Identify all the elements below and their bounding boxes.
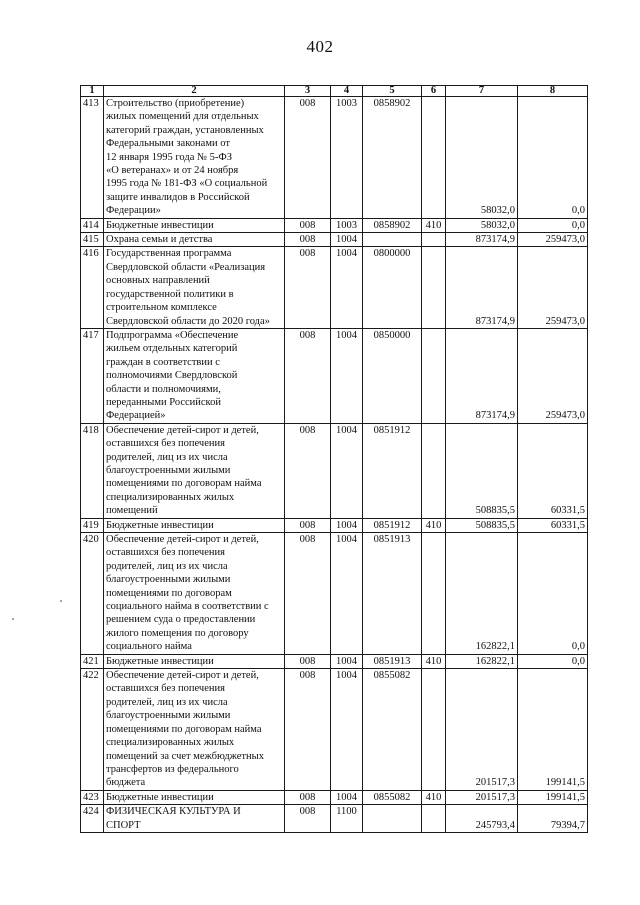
expense-type-cell xyxy=(422,669,446,791)
ministry-code-cell: 008 xyxy=(285,654,331,668)
section-code-cell: 1100 xyxy=(331,805,363,833)
header-cell-5: 5 xyxy=(363,86,422,97)
ministry-code-cell: 008 xyxy=(285,533,331,655)
target-article-cell: 0855082 xyxy=(363,669,422,791)
amount-col8-cell: 259473,0 xyxy=(518,328,588,423)
amount-col7-cell: 58032,0 xyxy=(446,218,518,232)
target-article-cell: 0858902 xyxy=(363,97,422,219)
amount-col7-cell: 873174,9 xyxy=(446,233,518,247)
ministry-code-cell: 008 xyxy=(285,423,331,518)
amount-col8-cell: 0,0 xyxy=(518,97,588,219)
target-article-cell xyxy=(363,805,422,833)
ministry-code-cell: 008 xyxy=(285,669,331,791)
row-number-cell: 416 xyxy=(81,247,104,328)
item-name-cell xyxy=(104,533,285,655)
expense-type-cell xyxy=(422,328,446,423)
item-name-cell xyxy=(104,669,285,791)
item-name-text: Бюджетные инвестиции xyxy=(106,655,214,667)
budget-table xyxy=(80,85,588,833)
ministry-code-cell: 008 xyxy=(285,233,331,247)
row-number-cell: 422 xyxy=(81,669,104,791)
item-name-text: Государственная программа Свердловской области «Реализация основных направлений государственной политики в строительном комплексе Свердловской области до 2020 года» xyxy=(106,248,270,327)
amount-col7-cell: 508835,5 xyxy=(446,518,518,532)
header-cell-7: 7 xyxy=(446,86,518,97)
header-cell-2: 2 xyxy=(104,86,285,97)
table-row xyxy=(81,247,588,328)
target-article-cell: 0851912 xyxy=(363,423,422,518)
row-number-cell: 414 xyxy=(81,218,104,232)
table-row xyxy=(81,518,588,532)
expense-type-cell xyxy=(422,805,446,833)
table-body xyxy=(81,86,588,833)
page-number: 402 xyxy=(306,37,334,56)
row-number-cell: 413 xyxy=(81,97,104,219)
item-name-text: Бюджетные инвестиции xyxy=(106,519,214,531)
scan-speck xyxy=(60,600,62,602)
item-name-text: Охрана семьи и детства xyxy=(106,234,213,246)
header-cell-3: 3 xyxy=(285,86,331,97)
section-code-cell: 1003 xyxy=(331,218,363,232)
item-name-text: Обеспечение детей-сирот и детей, оставшихся без попечения родителей, лиц из их числа благоустроенными жилыми помещениями по договорам найма специализированных жилых помещений xyxy=(106,424,262,517)
target-article-cell: 0851913 xyxy=(363,533,422,655)
amount-col8-cell: 199141,5 xyxy=(518,669,588,791)
table-row xyxy=(81,423,588,518)
row-number-cell: 417 xyxy=(81,328,104,423)
amount-col7-cell: 873174,9 xyxy=(446,328,518,423)
header-cell-8: 8 xyxy=(518,86,588,97)
target-article-cell: 0851912 xyxy=(363,518,422,532)
table-row xyxy=(81,328,588,423)
amount-col8-cell: 60331,5 xyxy=(518,518,588,532)
item-name-text: ФИЗИЧЕСКАЯ КУЛЬТУРА И СПОРТ xyxy=(106,806,241,831)
amount-col8-cell: 0,0 xyxy=(518,218,588,232)
amount-col7-cell: 201517,3 xyxy=(446,669,518,791)
section-code-cell: 1004 xyxy=(331,669,363,791)
expense-type-cell xyxy=(422,423,446,518)
ministry-code-cell: 008 xyxy=(285,247,331,328)
item-name-cell xyxy=(104,233,285,247)
expense-type-cell: 410 xyxy=(422,790,446,804)
section-code-cell: 1004 xyxy=(331,328,363,423)
scan-speck xyxy=(12,618,14,620)
expense-type-cell: 410 xyxy=(422,518,446,532)
item-name-cell xyxy=(104,247,285,328)
amount-col7-cell: 162822,1 xyxy=(446,533,518,655)
section-code-cell: 1004 xyxy=(331,423,363,518)
target-article-cell: 0855082 xyxy=(363,790,422,804)
header-cell-4: 4 xyxy=(331,86,363,97)
item-name-text: Подпрограмма «Обеспечение жильем отдельных категорий граждан в соответствии с полномочиями Свердловской области и полномочиями, переданными Российской Федерацией» xyxy=(106,329,239,422)
section-code-cell: 1004 xyxy=(331,533,363,655)
amount-col8-cell: 259473,0 xyxy=(518,247,588,328)
header-row xyxy=(81,86,588,97)
section-code-cell: 1004 xyxy=(331,654,363,668)
ministry-code-cell: 008 xyxy=(285,790,331,804)
expense-type-cell: 410 xyxy=(422,218,446,232)
amount-col7-cell: 245793,4 xyxy=(446,805,518,833)
section-code-cell: 1004 xyxy=(331,518,363,532)
ministry-code-cell: 008 xyxy=(285,805,331,833)
amount-col8-cell: 259473,0 xyxy=(518,233,588,247)
amount-col8-cell: 0,0 xyxy=(518,533,588,655)
table-row xyxy=(81,97,588,219)
item-name-cell xyxy=(104,654,285,668)
row-number-cell: 415 xyxy=(81,233,104,247)
amount-col7-cell: 508835,5 xyxy=(446,423,518,518)
item-name-cell xyxy=(104,423,285,518)
section-code-cell: 1003 xyxy=(331,97,363,219)
table-row xyxy=(81,669,588,791)
expense-type-cell xyxy=(422,97,446,219)
ministry-code-cell: 008 xyxy=(285,97,331,219)
expense-type-cell: 410 xyxy=(422,654,446,668)
table-row xyxy=(81,790,588,804)
item-name-cell xyxy=(104,218,285,232)
table-row xyxy=(81,805,588,833)
header-cell-1: 1 xyxy=(81,86,104,97)
item-name-cell xyxy=(104,518,285,532)
target-article-cell: 0800000 xyxy=(363,247,422,328)
amount-col7-cell: 201517,3 xyxy=(446,790,518,804)
expense-type-cell xyxy=(422,247,446,328)
item-name-cell xyxy=(104,805,285,833)
ministry-code-cell: 008 xyxy=(285,218,331,232)
table-row xyxy=(81,533,588,655)
row-number-cell: 420 xyxy=(81,533,104,655)
expense-type-cell xyxy=(422,233,446,247)
table-row xyxy=(81,654,588,668)
target-article-cell xyxy=(363,233,422,247)
target-article-cell: 0851913 xyxy=(363,654,422,668)
table-row xyxy=(81,233,588,247)
item-name-cell xyxy=(104,790,285,804)
header-cell-6: 6 xyxy=(422,86,446,97)
row-number-cell: 424 xyxy=(81,805,104,833)
amount-col8-cell: 199141,5 xyxy=(518,790,588,804)
amount-col7-cell: 162822,1 xyxy=(446,654,518,668)
amount-col8-cell: 79394,7 xyxy=(518,805,588,833)
amount-col8-cell: 60331,5 xyxy=(518,423,588,518)
row-number-cell: 423 xyxy=(81,790,104,804)
amount-col7-cell: 58032,0 xyxy=(446,97,518,219)
item-name-text: Обеспечение детей-сирот и детей, оставшихся без попечения родителей, лиц из их числа благоустроенными жилыми помещениями по договорам найма специализированных жилых помещений за счет межбюджетных трансфертов из федерального бюджета xyxy=(106,670,264,789)
section-code-cell: 1004 xyxy=(331,233,363,247)
target-article-cell: 0850000 xyxy=(363,328,422,423)
item-name-text: Строительство (приобретение) жилых помещений для отдельных категорий граждан, установленных Федеральными законами от 12 января 1995 года № 5-ФЗ «О ветеранах» и от 24 ноября 1995 года № 181-ФЗ «О социальной защите инвалидов в Российской Федерации» xyxy=(106,98,268,217)
target-article-cell: 0858902 xyxy=(363,218,422,232)
row-number-cell: 418 xyxy=(81,423,104,518)
item-name-cell xyxy=(104,97,285,219)
ministry-code-cell: 008 xyxy=(285,518,331,532)
row-number-cell: 421 xyxy=(81,654,104,668)
section-code-cell: 1004 xyxy=(331,247,363,328)
item-name-text: Бюджетные инвестиции xyxy=(106,219,214,231)
item-name-cell xyxy=(104,328,285,423)
section-code-cell: 1004 xyxy=(331,790,363,804)
item-name-text: Бюджетные инвестиции xyxy=(106,791,214,803)
row-number-cell: 419 xyxy=(81,518,104,532)
amount-col8-cell: 0,0 xyxy=(518,654,588,668)
table-row xyxy=(81,218,588,232)
ministry-code-cell: 008 xyxy=(285,328,331,423)
expense-type-cell xyxy=(422,533,446,655)
amount-col7-cell: 873174,9 xyxy=(446,247,518,328)
item-name-text: Обеспечение детей-сирот и детей, оставшихся без попечения родителей, лиц из их числа благоустроенными жилыми помещениями по договорам социального найма в соответствии с решением суда о предоставлении жилого помещения по договору социального найма xyxy=(106,534,269,653)
